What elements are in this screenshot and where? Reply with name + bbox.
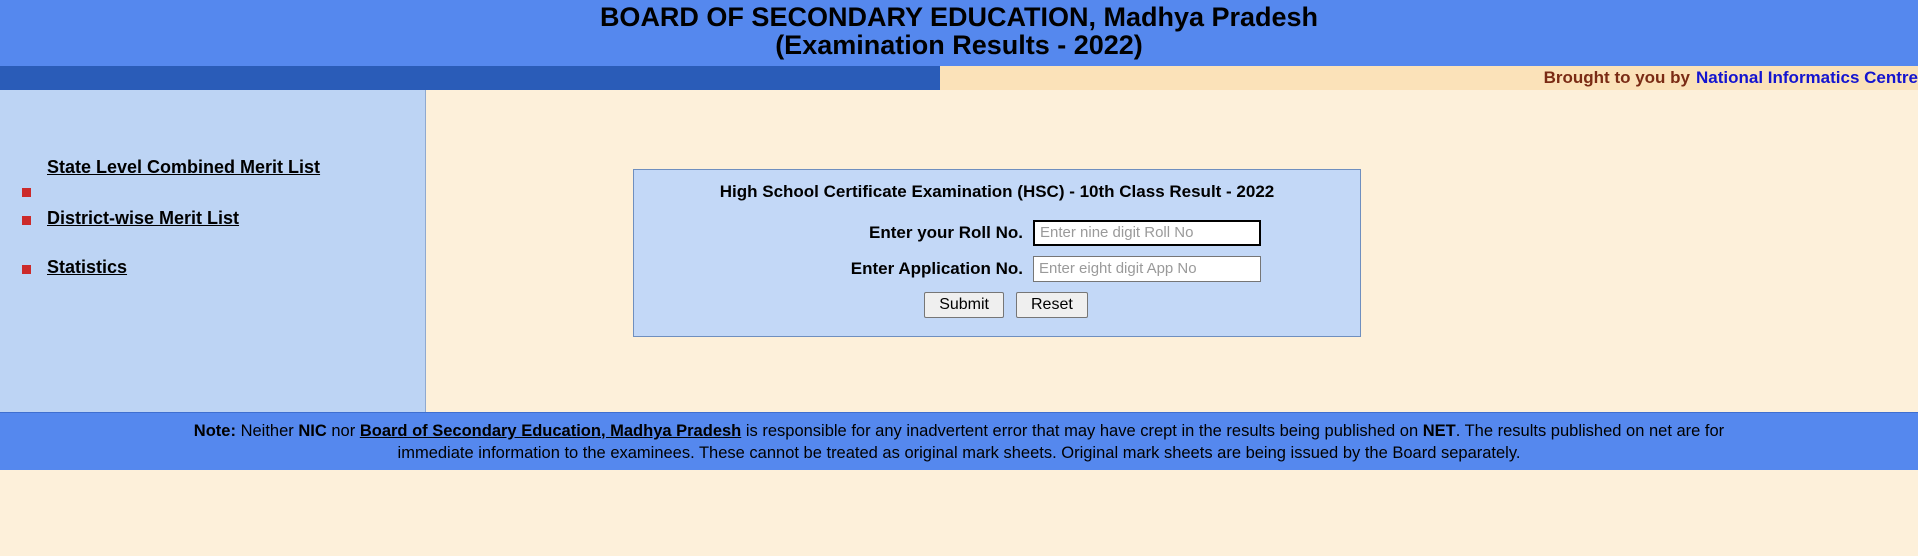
footer-nic: NIC: [298, 421, 327, 440]
roll-number-row: [634, 220, 1360, 246]
application-number-label: Enter Application No.: [850, 258, 1023, 278]
page-header: [0, 0, 1918, 66]
square-bullet-icon: [22, 265, 31, 274]
submit-button[interactable]: Submit: [924, 292, 1004, 318]
footer-net: NET: [1422, 421, 1456, 440]
page-title-line2: (Examination Results - 2022): [775, 30, 1143, 61]
sub-header-left-block: [0, 66, 940, 90]
footer-line-1: [14, 420, 1904, 442]
footer-note: [0, 412, 1918, 470]
sidebar-item-statistics[interactable]: [0, 258, 425, 278]
application-number-input[interactable]: [1033, 256, 1261, 282]
footer-text-1: Neither: [240, 421, 294, 440]
sidebar-item-label[interactable]: District-wise Merit List: [47, 207, 240, 228]
reset-button[interactable]: Reset: [1016, 292, 1088, 318]
footer-note-label: Note:: [193, 421, 236, 440]
sidebar-item-label[interactable]: State Level Combined Merit List: [47, 156, 321, 177]
square-bullet-icon: [22, 216, 31, 225]
main-panel: [426, 90, 1918, 412]
page-title-line1: BOARD OF SECONDARY EDUCATION, Madhya Pradesh: [599, 2, 1319, 32]
result-search-form: [633, 169, 1361, 337]
sidebar: [0, 90, 426, 412]
sidebar-item-state-level-combined-merit-list[interactable]: [0, 158, 425, 197]
square-bullet-icon: [22, 188, 31, 197]
footer-text-2: nor: [331, 421, 356, 440]
sidebar-item-label[interactable]: Statistics: [47, 257, 128, 278]
page-content: [0, 90, 1918, 412]
footer-text-4: . The results published on net are for: [1455, 421, 1725, 440]
sidebar-item-district-wise-merit-list[interactable]: [0, 209, 425, 229]
footer-board-link[interactable]: Board of Secondary Education, Madhya Pradesh: [359, 421, 742, 440]
form-button-row: [634, 292, 1360, 318]
roll-number-label: Enter your Roll No.: [869, 222, 1023, 242]
footer-text-3: is responsible for any inadvertent error that may have crept in the results being published on: [745, 421, 1419, 440]
application-number-row: [634, 256, 1360, 282]
roll-number-input[interactable]: [1033, 220, 1261, 246]
footer-line-2: immediate information to the examinees. These cannot be treated as original mark sheets. Original mark sheets are being issued by the Board separately.: [397, 443, 1521, 462]
sub-header-bar: [0, 66, 1918, 90]
form-title: High School Certificate Examination (HSC) - 10th Class Result - 2022: [719, 181, 1275, 201]
sub-header-right-block: [940, 66, 1918, 90]
brought-to-you-by-label: Brought to you by: [1543, 67, 1690, 87]
national-informatics-centre-link[interactable]: National Informatics Centre: [1696, 67, 1918, 87]
